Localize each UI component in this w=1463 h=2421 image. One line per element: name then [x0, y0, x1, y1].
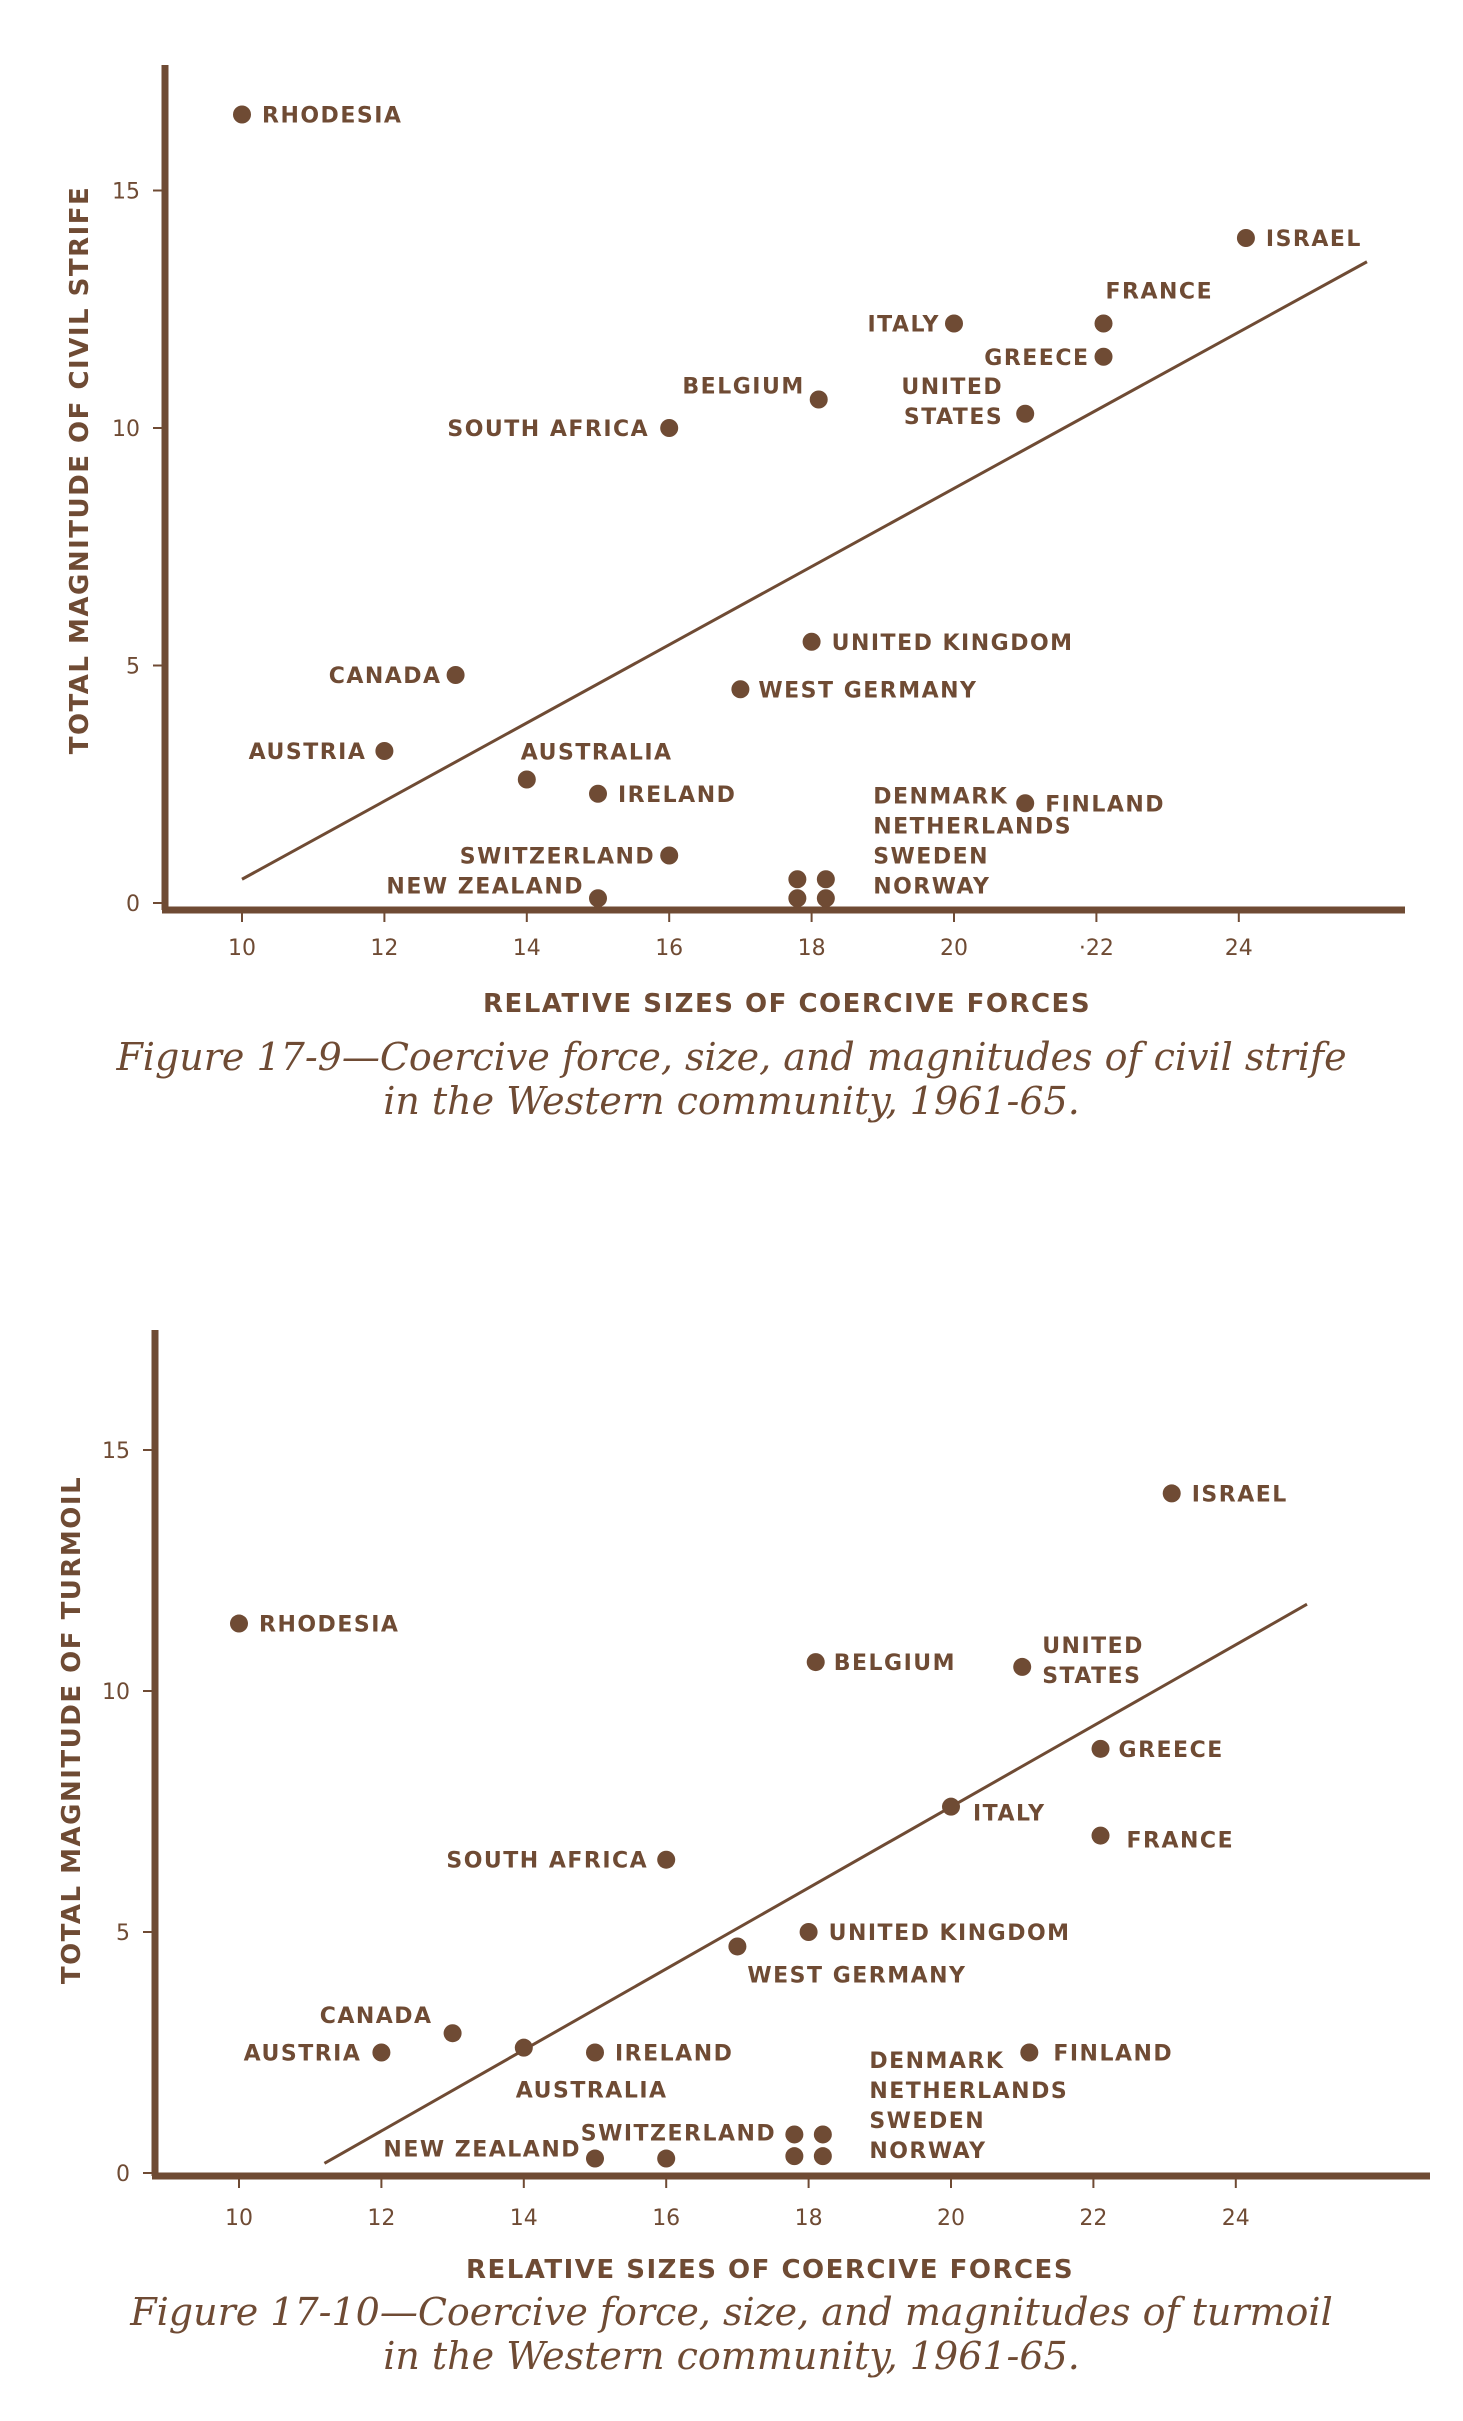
- y-tick-label: 0: [116, 2162, 130, 2187]
- point-label-canada: CANADA: [319, 2004, 433, 2030]
- point-nordic-cluster-18: [817, 870, 835, 888]
- point-label-france: FRANCE: [1126, 1828, 1235, 1854]
- cluster-label-sweden: SWEDEN: [873, 844, 990, 870]
- point-united-kingdom: [800, 1923, 818, 1941]
- y-axis-title: TOTAL MAGNITUDE OF TURMOIL: [57, 1475, 87, 1985]
- figure-17-9: [0, 0, 1463, 1180]
- turmoil-scatter-plot: [0, 1290, 1463, 2290]
- point-belgium: [807, 1653, 825, 1671]
- point-nordic-cluster-19: [785, 2147, 803, 2165]
- x-tick-label: 24: [1221, 2206, 1250, 2231]
- point-label-greece: GREECE: [1118, 1737, 1224, 1763]
- point-label-austria: AUSTRIA: [243, 2041, 362, 2067]
- point-united-kingdom: [803, 633, 821, 651]
- point-nordic-cluster-20: [814, 2147, 832, 2165]
- point-austria: [372, 2044, 390, 2062]
- figure-17-9-caption: [0, 1035, 1463, 1123]
- figure-17-10: [0, 1290, 1463, 2421]
- point-israel: [1237, 229, 1255, 247]
- point-canada: [447, 666, 465, 684]
- point-nordic-cluster-18: [814, 2125, 832, 2143]
- regression-line: [324, 1604, 1307, 2163]
- point-label-rhodesia: RHODESIA: [262, 103, 403, 129]
- cluster-label-sweden: SWEDEN: [869, 2109, 986, 2135]
- point-france: [1092, 1827, 1110, 1845]
- y-tick-label: 10: [102, 1680, 130, 1705]
- point-label-west-germany: WEST GERMANY: [758, 678, 978, 704]
- cluster-label-norway: NORWAY: [873, 874, 991, 900]
- x-tick-label: 12: [367, 2206, 396, 2231]
- point-united-states: [1016, 405, 1034, 423]
- point-rhodesia: [233, 106, 251, 124]
- point-south-africa: [657, 1851, 675, 1869]
- point-israel: [1163, 1484, 1181, 1502]
- point-australia: [515, 2039, 533, 2057]
- point-label-new-zealand: NEW ZEALAND: [386, 874, 584, 900]
- point-label-france: FRANCE: [1105, 279, 1214, 305]
- x-tick-label: 16: [655, 936, 684, 961]
- x-tick-label: 24: [1224, 936, 1253, 961]
- x-tick-label: 12: [370, 936, 399, 961]
- point-label-belgium: BELGIUM: [833, 1651, 957, 1677]
- point-greece: [1092, 1740, 1110, 1758]
- point-new-zealand: [589, 889, 607, 907]
- x-axis-title: RELATIVE SIZES OF COERCIVE FORCES: [465, 2255, 1075, 2285]
- point-label-united-states: UNITED: [901, 374, 1004, 400]
- point-nordic-cluster-19: [788, 889, 806, 907]
- y-tick-label: 5: [126, 654, 140, 680]
- x-tick-label: 14: [509, 2206, 538, 2231]
- point-label-finland: FINLAND: [1053, 2041, 1174, 2067]
- point-label-australia: AUSTRALIA: [520, 740, 673, 766]
- point-nordic-cluster-20: [817, 889, 835, 907]
- x-tick-label: ·22: [1078, 936, 1114, 961]
- point-label-switzerland: SWITZERLAND: [459, 844, 656, 870]
- y-tick-label: 10: [112, 417, 140, 442]
- point-ireland: [586, 2044, 604, 2062]
- point-canada: [444, 2024, 462, 2042]
- point-label-united-kingdom: UNITED KINGDOM: [831, 630, 1074, 656]
- point-ireland: [589, 785, 607, 803]
- point-austria: [375, 742, 393, 760]
- point-west-germany: [728, 1937, 746, 1955]
- caption-line-1: Figure 17-10—Coercive force, size, and magnitudes of turmoil: [130, 2290, 1333, 2334]
- point-label-austria: AUSTRIA: [248, 740, 367, 765]
- point-italy: [942, 1798, 960, 1816]
- point-label-italy: ITALY: [867, 312, 940, 338]
- x-tick-label: 16: [652, 2206, 681, 2231]
- y-tick-label: 15: [102, 1439, 130, 1464]
- x-axis-title: RELATIVE SIZES OF COERCIVE FORCES: [482, 989, 1092, 1019]
- point-rhodesia: [230, 1615, 248, 1633]
- x-tick-label: 20: [940, 936, 968, 961]
- point-united-states: [1013, 1658, 1031, 1676]
- y-tick-label: 5: [116, 1921, 130, 1946]
- point-switzerland: [660, 847, 678, 865]
- cluster-label-netherlands: NETHERLANDS: [873, 814, 1073, 840]
- point-label-australia: AUSTRALIA: [515, 2078, 668, 2104]
- x-tick-label: 18: [794, 2206, 823, 2231]
- point-label-ireland: IRELAND: [618, 782, 737, 808]
- point-label-west-germany: WEST GERMANY: [747, 1963, 967, 1989]
- point-label-israel: ISRAEL: [1265, 227, 1362, 252]
- cluster-label-norway: NORWAY: [869, 2139, 987, 2165]
- regression-line: [242, 262, 1367, 880]
- caption-line-2: in the Western community, 1961-65.: [383, 2334, 1080, 2378]
- point-label-belgium: BELGIUM: [682, 374, 805, 400]
- point-label-israel: ISRAEL: [1191, 1482, 1288, 1508]
- point-label-italy: ITALY: [973, 1801, 1046, 1827]
- point-australia: [518, 771, 536, 789]
- figure-17-10-caption: [0, 2290, 1463, 2378]
- caption-line-1: Figure 17-9—Coercive force, size, and magnitudes of civil strife: [116, 1035, 1347, 1079]
- point-greece: [1095, 348, 1113, 366]
- point-label-united-states: STATES: [903, 404, 1004, 430]
- point-finland: [1016, 794, 1034, 812]
- point-label-united-kingdom: UNITED KINGDOM: [828, 1921, 1071, 1946]
- point-label-united-states: UNITED: [1042, 1633, 1144, 1659]
- y-tick-label: 0: [126, 892, 140, 917]
- point-label-south-africa: SOUTH AFRICA: [446, 1848, 649, 1874]
- point-switzerland: [657, 2150, 675, 2168]
- cluster-label-denmark: DENMARK: [873, 784, 1009, 810]
- point-label-finland: FINLAND: [1045, 792, 1166, 818]
- point-finland: [1020, 2044, 1038, 2062]
- x-tick-label: 10: [225, 2206, 253, 2231]
- cluster-label-netherlands: NETHERLANDS: [869, 2079, 1069, 2105]
- point-label-south-africa: SOUTH AFRICA: [447, 417, 650, 442]
- point-belgium: [810, 391, 828, 409]
- point-label-greece: GREECE: [984, 345, 1090, 371]
- caption-line-2: in the Western community, 1961-65.: [383, 1079, 1080, 1123]
- x-tick-label: 10: [228, 936, 256, 961]
- cluster-label-denmark: DENMARK: [869, 2049, 1005, 2075]
- point-label-canada: CANADA: [328, 664, 442, 689]
- point-south-africa: [660, 419, 678, 437]
- point-new-zealand: [586, 2150, 604, 2168]
- point-label-ireland: IRELAND: [615, 2041, 734, 2067]
- point-france: [1095, 315, 1113, 333]
- x-tick-label: 22: [1079, 2206, 1108, 2231]
- x-tick-label: 14: [512, 936, 541, 961]
- point-label-united-states: STATES: [1042, 1663, 1142, 1689]
- point-label-rhodesia: RHODESIA: [259, 1612, 400, 1638]
- x-tick-label: 18: [797, 936, 826, 961]
- point-italy: [945, 315, 963, 333]
- point-label-new-zealand: NEW ZEALAND: [383, 2137, 581, 2163]
- y-tick-label: 15: [112, 179, 140, 205]
- point-nordic-cluster-17: [785, 2125, 803, 2143]
- y-axis-title: TOTAL MAGNITUDE OF CIVIL STRIFE: [65, 185, 95, 755]
- x-tick-label: 20: [937, 2206, 965, 2231]
- point-nordic-cluster-17: [788, 870, 806, 888]
- civil-strife-scatter-plot: [0, 0, 1463, 1040]
- point-label-switzerland: SWITZERLAND: [580, 2121, 777, 2147]
- point-west-germany: [731, 680, 749, 698]
